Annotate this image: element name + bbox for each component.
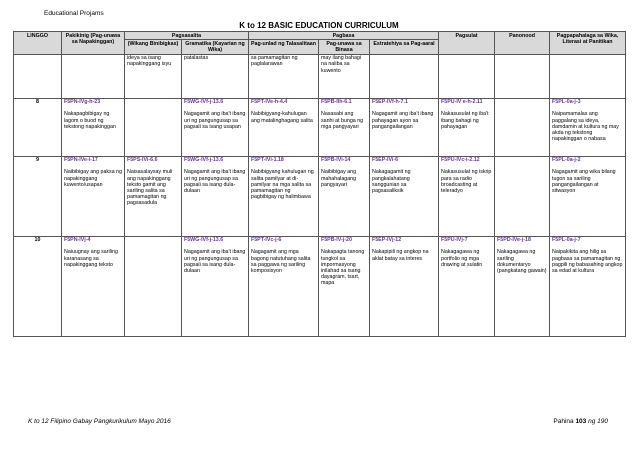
table-cell (319, 98, 370, 156)
competency-text: Nakapagbibigay ng lagom o buod ng tekstong napakinggan (64, 111, 116, 130)
col-pag-unawa: Pag-unawa sa Binasa (319, 40, 370, 54)
col-wikang-binibigkas: (Wikang Binibigkas) (125, 40, 182, 54)
table-cell (550, 98, 626, 156)
week-number: 10 (14, 236, 62, 336)
competency-code: F5PT-IVi-1.18 (251, 157, 284, 164)
table-row (14, 236, 626, 336)
table-cell (62, 98, 125, 156)
table-cell (495, 156, 550, 236)
table-cell (370, 98, 439, 156)
competency-text: Nagagamit ang iba't ibang pahayagan ayon sa pangangailangan (372, 111, 434, 130)
col-pakikinig: Pakikinig (Pag-unawa sa Napakinggan) (62, 32, 125, 55)
table-cell: ideya sa isang napakinggang isyu (125, 54, 182, 98)
table-cell (125, 236, 182, 336)
col-gramatika: Gramatika (Kayarian ng Wika) (182, 40, 249, 54)
competency-code: F5PB-IIh-6.1 (321, 99, 352, 106)
col-linggo: LINGGO (14, 32, 62, 55)
competency-text: Nakasusulat ng iba't ibang bahagi ng pahayagan (441, 111, 489, 130)
table-cell (62, 156, 125, 236)
competency-text: Nakagagamit ng pangkalahatang sanggunian sa pagsasaliksik (372, 169, 411, 194)
competency-text: Naibibigay ang paksa ng napakinggang kuwento/usapan (64, 169, 123, 188)
col-pagsulat: Pagsulat (439, 32, 495, 55)
competency-code: F5PN-IVj-4 (64, 237, 91, 244)
competency-text: Nagagamit ang wika bilang tugon sa sariling pangangailangan at sitwasyon (552, 169, 616, 194)
competency-code: F5PN-IVe-i-17 (64, 157, 98, 164)
competency-text: Nakapipili ng angkop na aklat batay sa interes (372, 249, 429, 262)
table-cell (249, 236, 319, 336)
competency-code: F5PB-IVi-14 (321, 157, 351, 164)
competency-code: F5PU-IVj-7 (441, 237, 468, 244)
competency-text: Nagagamit ang iba't ibang uri ng pangungusap sa pagsali sa isang dula-dulaan (184, 249, 246, 274)
table-cell (319, 236, 370, 336)
table-cell (249, 98, 319, 156)
competency-code: F5PB-IV-j-20 (321, 237, 352, 244)
competency-text: Naibibigay ang mahahalagang pangyayari (321, 169, 357, 188)
table-cell (182, 156, 249, 236)
competency-code: F5PL-0a-j-3 (552, 99, 581, 106)
table-cell (62, 54, 125, 98)
competency-code: F5PS-IVi-6.6 (127, 157, 158, 164)
competency-code: F5WG-IVf-j-13.6 (184, 157, 224, 164)
competency-text: Naiuugnay ang sariling karanasang sa napakinggang teksto (64, 249, 118, 268)
competency-code: F5WG-IVf-j-13.6 (184, 99, 224, 106)
table-cell (439, 98, 495, 156)
table-cell (495, 236, 550, 336)
col-estratehiya: Estratehiya sa Pag-aaral (370, 40, 439, 54)
week-number: 9 (14, 156, 62, 236)
table-row (14, 98, 626, 156)
competency-text: Nakapagta tanong tungkol sa impormasyong inilahad sa isang dayagram, tsart, mapa (321, 249, 365, 287)
competency-code: F5WG-IVf-j-13.6 (184, 237, 224, 244)
page-of: ng 190 (588, 418, 608, 425)
curriculum-table (13, 31, 626, 337)
table-cell (550, 54, 626, 98)
table-cell (249, 156, 319, 236)
footer-left: K to 12 Filipino Gabay Pangkurikulum Mayo 2016 (28, 418, 171, 425)
table-cell (550, 156, 626, 236)
competency-text: Naisasalaysay muli ang napakinggang teksto gamit ang sariling salita sa pamamagitan ng pagsasadula (127, 169, 173, 207)
competency-code: F5PU-IV e-h-2.11 (441, 99, 483, 106)
competency-code: F5PL-0a-j-2 (552, 157, 581, 164)
competency-text: Nakagagawa ng sariling dokumentaryo (pangkatang gawain) (497, 249, 547, 274)
table-cell (370, 156, 439, 236)
competency-text: Nabibigyang-kahulugan ang matalinghagang salita (251, 111, 313, 124)
table-cell (439, 156, 495, 236)
week-number: 8 (14, 98, 62, 156)
competency-text: Nakagagawa ng portfolio ng mga drawing at sulatin (441, 249, 483, 268)
table-cell (319, 156, 370, 236)
col-talasalitaan: Pag-unlad ng Talasalitaan (249, 40, 319, 54)
footer-page (553, 418, 608, 425)
competency-code: F5PU-IVc-i-2.12 (441, 157, 480, 164)
table-row (14, 156, 626, 236)
competency-text: Nagagamit ang iba't ibang uri ng pangungusap sa pagsali sa isang usapan (184, 111, 246, 130)
col-pagpapahalaga: Pagpapahalaga sa Wika, Literasi at Panitikan (550, 32, 626, 55)
competency-code: F5PD-IVe-j-18 (497, 237, 531, 244)
col-pagsasalita: Pagsasalita (125, 32, 249, 40)
competency-text: Nagagamit ang mga bagong natutuhang salita sa paggawa ng sariling komposisyon (251, 249, 311, 274)
table-cell (182, 98, 249, 156)
table-cell (125, 156, 182, 236)
document-title: K to 12 BASIC EDUCATION CURRICULUM (239, 21, 399, 30)
table-cell (495, 54, 550, 98)
table-cell (14, 54, 62, 98)
competency-code: F5PT-IVc-j-6 (251, 237, 282, 244)
table-cell: may ilang bahagi na naiiba sa kuwento (319, 54, 370, 98)
table-cell (495, 98, 550, 156)
table-cell (439, 236, 495, 336)
page-label: Pahina (553, 418, 574, 425)
page-number: 103 (575, 418, 587, 425)
table-cell (125, 98, 182, 156)
table-cell (182, 236, 249, 336)
table-cell (370, 54, 439, 98)
competency-code: F5EP-IVf-h-7.1 (372, 99, 408, 106)
table-cell: sa pamamagitan ng paglalarawan (249, 54, 319, 98)
competency-code: F5EP-IVi-6 (372, 157, 399, 164)
competency-text: Nakasusulat ng iskrip para sa radio broadcasting at teleradyo (441, 169, 492, 194)
competency-code: F5PN-IVg-h-23 (64, 99, 101, 106)
table-cell (550, 236, 626, 336)
table-cell (62, 236, 125, 336)
table-cell (439, 54, 495, 98)
competency-text: Naipamamalas ang paggalang sa ideya, damdamin at kultura ng may akda ng tekstong napakinggan o nabasa (552, 111, 619, 143)
competency-text: Naipakikita ang hilig sa pagbasa sa pamamagitan ng pagpili ng babasahing angkop sa edad at kultura (552, 249, 623, 274)
competency-code: F5PL-0a-j-7 (552, 237, 581, 244)
col-panonood: Panonood (495, 32, 550, 55)
header-label: Educational Projams (44, 10, 104, 17)
competency-text: Nabibigyang kahulugan ng salita pamilyar at di-pamilyar na mga salita sa pamamagitan ng pagbibigay ng halimbawa (251, 169, 314, 201)
table-cell (370, 236, 439, 336)
competency-text: Nasasabi ang sanhi at bunga ng mga pangyayari (321, 111, 364, 130)
competency-code: F5EP-IVj-12 (372, 237, 402, 244)
table-cell: patalastas (182, 54, 249, 98)
competency-text: Nagagamit ang iba't ibang uri ng pangungusap sa pagsali sa isang dula-dulaan (184, 169, 246, 194)
col-pagbasa: Pagbasa (249, 32, 439, 40)
competency-code: F5PT-IVe-h-4.4 (251, 99, 288, 106)
carry-over-row (14, 54, 626, 98)
